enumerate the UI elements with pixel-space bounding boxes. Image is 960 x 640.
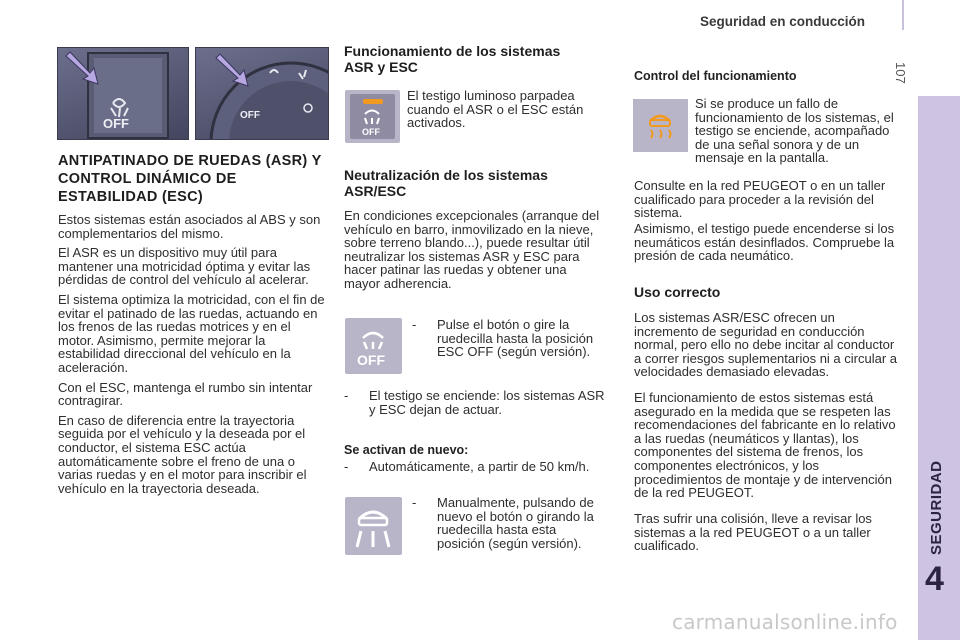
asr-warning-lamp-icon [345, 90, 400, 143]
esc-off-button-icon [58, 48, 188, 139]
correct-use-paragraph: Tras sufrir una colisión, lleve a revisar los sistemas a la red PEUGEOT o a un taller cualificado. [634, 511, 872, 554]
esc-skid-icon [345, 497, 402, 555]
page-number: 107 [893, 62, 908, 84]
reactivate-manual-list [412, 496, 602, 550]
svg-text:OFF: OFF [362, 127, 380, 137]
neutralization-heading: Neutralización de los sistemas ASR/ESC [344, 167, 548, 199]
photo2-off-label: OFF [240, 110, 260, 121]
esc-dial-icon [196, 48, 328, 139]
intro-text [58, 213, 326, 501]
chapter-number: 4 [925, 560, 944, 598]
watermark: carmanualsonline.info [672, 610, 898, 634]
intro-paragraph: Con el ESC, mantenga el rumbo sin intentar contragirar. [58, 379, 313, 409]
main-heading: ANTIPATINADO DE RUEDAS (ASR) Y CONTROL DINÁMICO DE ESTABILIDAD (ESC) [58, 153, 322, 205]
reactivate-manual: - Manualmente, pulsando de nuevo el botón o girando la ruedecilla hasta esta posición (según versión). [412, 496, 602, 550]
control-lamp-description: Si se produce un fallo de funcionamiento de los sistemas, el testigo se enciende, acompañado de una señal sonora y de un mensaje en la pantalla. [695, 96, 894, 166]
esc-warning-lamp-icon [633, 99, 688, 152]
neutralization-text: En condiciones excepcionales (arranque del vehículo en barro, inmovilizado en la nieve, sobre terreno blando...), puede resultar útil neutralizar los sistemas ASR y ESC para hacer patinar las ruedas y obtener una mayor adherencia. [344, 208, 600, 291]
intro-paragraph: Estos sistemas están asociados al ABS y son complementarios del mismo. [58, 212, 321, 241]
correct-use-paragraph: Los sistemas ASR/ESC ofrecen un incremento de seguridad en conducción normal, pero ello no debe incitar al conductor a correr riesgos suplementarios ni a circular a velocidades demasiado elevadas. [634, 310, 897, 380]
control-paragraph: Asimismo, el testigo puede encenderse si los neumáticos están desinflados. Compruebe la presión de cada neumático. [634, 221, 895, 264]
header-divider [902, 0, 904, 30]
asr-lamp-description: El testigo luminoso parpadea cuando el ASR o el ESC están activados. [407, 88, 584, 131]
intro-paragraph: El sistema optimiza la motricidad, con el fin de evitar el patinado de las ruedas, actuando en los frenos de las ruedas motrices y en el motor. Asimismo, permite mejorar la estabilidad direccional del vehículo en la aceleración. [58, 291, 325, 375]
reactivate-auto-list [344, 460, 606, 474]
esc-off-button-icon [345, 318, 402, 374]
correct-use-paragraph: El funcionamiento de estos sistemas está asegurado en la medida que se respeten las recomendaciones del fabricante en lo relativo a las ruedas (neumáticos y llantas), los componentes del sistema de frenos, los componentes electrónicos, y los procedimientos de montaje y de intervención de la red PEUGEOT. [634, 390, 896, 501]
esc-off-text: OFF [357, 352, 385, 368]
neutralize-result-list [344, 389, 606, 416]
chapter-tab-label: SEGURIDAD [928, 460, 945, 555]
photo1-off-label: OFF [103, 116, 129, 131]
neutralize-result: - El testigo se enciende: los sistemas ASR y ESC dejan de actuar. [344, 389, 606, 416]
esc-button-photo [57, 47, 189, 140]
page-header-title: Seguridad en conducción [700, 14, 866, 29]
control-heading: Control del funcionamiento [634, 69, 797, 83]
asr-esc-operation-heading: Funcionamiento de los sistemas ASR y ESC [344, 43, 561, 75]
reactivate-heading: Se activan de nuevo: [344, 443, 469, 457]
neutralize-step: - Pulse el botón o gire la ruedecilla hasta la posición ESC OFF (según versión). [412, 318, 602, 359]
intro-paragraph: En caso de diferencia entre la trayectoria seguida por el vehículo y la deseada por el conductor, el sistema ESC actúa automáticamente sobre el freno de una o varias ruedas y en el motor para inscribir el vehículo en la trayectoria deseada. [58, 412, 307, 496]
esc-dial-photo [195, 47, 329, 140]
control-paragraph: Consulte en la red PEUGEOT o en un taller cualificado para proceder a la revisión del sistema. [634, 178, 886, 221]
reactivate-auto: - Automáticamente, a partir de 50 km/h. [344, 460, 606, 474]
correct-use-heading: Uso correcto [634, 284, 721, 300]
chapter-tab [918, 96, 960, 640]
intro-paragraph: El ASR es un dispositivo muy útil para mantener una motricidad óptima y evitar las pérdidas de control del vehículo al acelerar. [58, 245, 311, 288]
neutralize-step-list [412, 318, 602, 359]
